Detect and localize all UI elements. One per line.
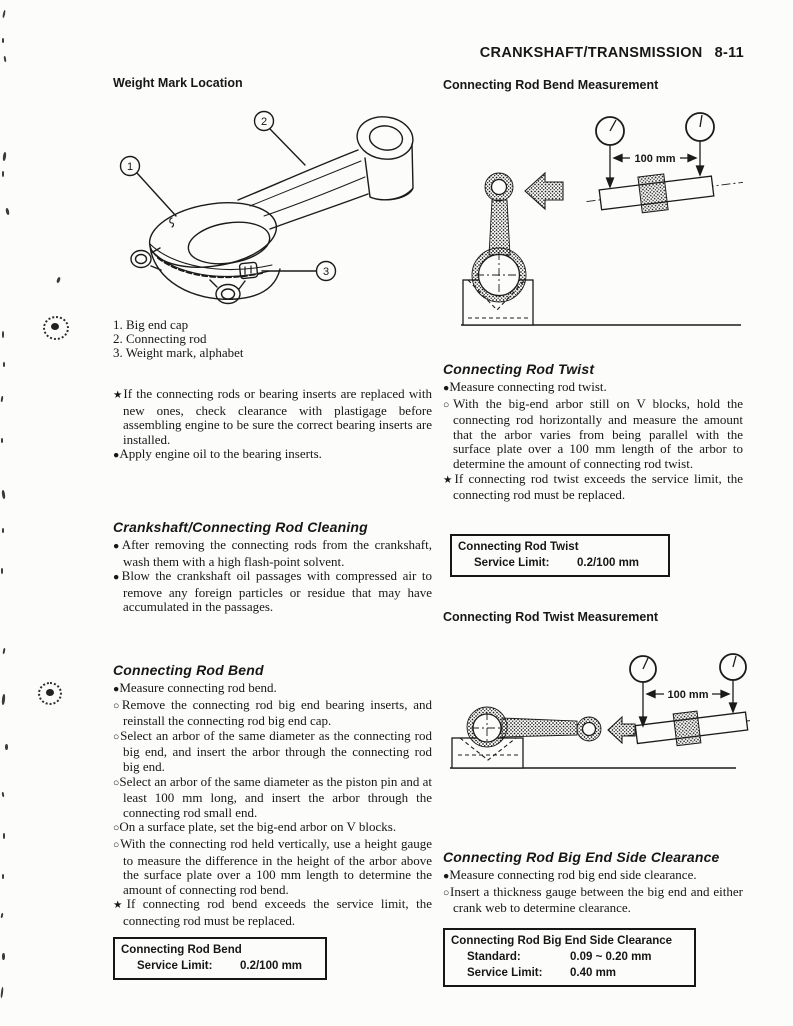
bullet-marker: ● xyxy=(113,450,120,462)
section-heading-side-clearance: Connecting Rod Big End Side Clearance xyxy=(443,849,720,865)
spec-label: Standard: xyxy=(467,951,521,963)
scan-speck xyxy=(1,568,3,574)
note-text: Apply engine oil to the bearing inserts. xyxy=(119,446,322,462)
spec-table-bend xyxy=(113,937,327,980)
page-title: CRANKSHAFT/TRANSMISSION xyxy=(479,45,703,61)
spec-table-twist xyxy=(450,534,670,577)
step-item xyxy=(113,569,432,615)
scan-speck xyxy=(3,362,5,367)
dimension-label: 100 mm xyxy=(634,153,676,165)
scan-speck xyxy=(56,277,61,284)
bullet-marker: ● xyxy=(113,572,122,584)
step-item xyxy=(443,472,743,503)
step-item xyxy=(443,868,743,885)
scan-speck xyxy=(2,953,5,960)
cleaning-block xyxy=(113,538,432,615)
step-text: If connecting rod twist exceeds the service limit, the connecting rod must be replaced. xyxy=(453,470,743,503)
spec-table-row xyxy=(452,555,668,575)
step-item xyxy=(443,397,743,472)
twist-block xyxy=(443,380,743,503)
note-text: If the connecting rods or bearing inserts are replaced with new ones, check clearance with plastigage before assembling engine to be sure the correct bearing inserts are installed. xyxy=(123,386,432,447)
step-item xyxy=(113,820,432,837)
spec-table-title: Connecting Rod Bend xyxy=(121,944,242,956)
scan-scribble-dot xyxy=(51,323,59,330)
note-item xyxy=(113,387,432,447)
figure1-legend xyxy=(113,318,243,359)
step-text: Remove the connecting rod big end bearing inserts, and reinstall the connecting rod big end cap. xyxy=(121,696,432,729)
section-heading-bend: Connecting Rod Bend xyxy=(113,662,264,678)
circle-marker: ○ xyxy=(113,823,120,835)
page-header xyxy=(480,45,744,61)
scan-speck xyxy=(5,744,8,750)
section-heading-cleaning: Crankshaft/Connecting Rod Cleaning xyxy=(113,519,368,535)
bend-block xyxy=(113,681,432,929)
step-item xyxy=(443,380,743,397)
twist-measurement-figure xyxy=(440,638,750,826)
step-item xyxy=(443,885,743,916)
scan-speck xyxy=(2,10,6,18)
legend-item: 1. Big end cap xyxy=(113,317,189,332)
small-end xyxy=(354,113,415,199)
spec-value: 0.2/100 mm xyxy=(577,557,640,569)
step-text: Measure connecting rod big end side clearance. xyxy=(449,867,697,882)
step-text: Measure connecting rod bend. xyxy=(119,680,277,695)
scan-speck xyxy=(1,694,5,705)
arbor xyxy=(584,164,743,219)
scan-speck xyxy=(2,528,4,533)
circle-marker: ○ xyxy=(443,887,451,899)
scan-speck xyxy=(2,38,4,43)
scan-speck xyxy=(1,438,3,443)
circle-marker: ○ xyxy=(443,399,454,411)
step-item xyxy=(113,775,432,821)
spec-table-side-clearance xyxy=(443,928,696,987)
callout-2-leader xyxy=(270,129,305,165)
scan-speck xyxy=(3,56,6,62)
step-text: After removing the connecting rods from the crankshaft, wash them with a high flash-point solvent. xyxy=(121,537,432,569)
spec-table-row xyxy=(445,965,694,985)
scan-speck xyxy=(5,208,10,216)
circle-marker: ○ xyxy=(113,777,120,789)
step-item xyxy=(113,681,432,698)
scan-scribble xyxy=(38,682,62,705)
step-text: With the connecting rod held vertically, use a height gauge to measure the difference in the height of the arbor above the surface plate over a 100 mm length to determine the amount of connecting rod bend. xyxy=(120,835,432,897)
scan-speck xyxy=(3,833,5,839)
step-item xyxy=(113,837,432,897)
spec-table-title: Connecting Rod Twist xyxy=(458,541,579,553)
circle-marker: ○ xyxy=(113,839,121,851)
left-block-arrow-icon xyxy=(525,173,563,209)
scan-scribble xyxy=(43,316,69,340)
scan-speck xyxy=(2,331,4,338)
scan-speck xyxy=(0,913,3,918)
step-text: Insert a thickness gauge between the big end and either crank web to determine clearance. xyxy=(450,883,743,916)
scan-speck xyxy=(1,490,5,499)
step-text: If connecting rod bend exceeds the service limit, the connecting rod must be replaced. xyxy=(123,896,432,928)
scan-speck xyxy=(2,171,4,177)
step-text: Select an arbor of the same diameter as the connecting rod big end, and insert the arbor through the connecting rod big end. xyxy=(120,727,432,774)
step-text: Measure connecting rod twist. xyxy=(449,379,607,394)
step-text: With the big-end arbor still on V blocks, hold the connecting rod horizontally and measure the amount that the arbor varies from being parallel with the surface plate over a 100 mm length of the arbor to determine the amount of connecting rod twist. xyxy=(453,395,743,471)
scan-speck xyxy=(2,152,6,161)
scan-speck xyxy=(2,648,5,654)
step-item xyxy=(113,729,432,775)
dial-gauge-icon xyxy=(720,654,746,712)
step-item xyxy=(113,897,432,928)
spec-label: Service Limit: xyxy=(474,557,550,569)
scan-speck xyxy=(2,792,5,797)
bullet-marker: ● xyxy=(443,871,450,882)
connecting-rod-figure xyxy=(112,98,427,316)
dial-gauge-icon xyxy=(596,117,624,187)
scan-scribble-dot xyxy=(46,689,54,696)
legend-item: 3. Weight mark, alphabet xyxy=(113,344,244,360)
star-marker: ★ xyxy=(443,474,455,486)
spec-value: 0.09 ~ 0.20 mm xyxy=(570,951,652,963)
spec-table-title: Connecting Rod Big End Side Clearance xyxy=(451,935,673,947)
scan-speck xyxy=(0,987,3,998)
bullet-marker: ● xyxy=(113,684,120,695)
figure-caption-twist-measurement: Connecting Rod Twist Measurement xyxy=(443,610,659,624)
note-item xyxy=(113,447,432,464)
figure-caption-weight-mark: Weight Mark Location xyxy=(113,76,243,90)
side-clearance-block xyxy=(443,868,743,916)
callout-2-number: 2 xyxy=(260,116,268,128)
bullet-marker: ● xyxy=(113,541,122,552)
step-item xyxy=(113,698,432,729)
dimension-label: 100 mm xyxy=(667,689,709,701)
callout-1-number: 1 xyxy=(126,161,134,173)
step-text: Select an arbor of the same diameter as the piston pin and at least 100 mm long, and insert the arbor through the connecting rod small end. xyxy=(119,773,433,820)
spec-table-row xyxy=(445,949,694,965)
callout-1-leader xyxy=(137,173,176,216)
star-marker: ★ xyxy=(113,390,124,401)
circle-marker: ○ xyxy=(113,731,121,743)
spec-label: Service Limit: xyxy=(137,960,213,972)
step-text: On a surface plate, set the big-end arbor on V blocks. xyxy=(119,819,397,835)
big-end-bolts xyxy=(131,248,245,304)
spec-label: Service Limit: xyxy=(467,967,543,979)
dial-gauge-icon xyxy=(630,656,656,726)
scan-speck xyxy=(2,874,4,879)
weight-mark-letter xyxy=(170,218,174,227)
circle-marker: ○ xyxy=(113,700,122,712)
spec-value: 0.40 mm xyxy=(570,967,617,979)
spec-value: 0.2/100 mm xyxy=(240,960,303,972)
legend-item: 2. Connecting rod xyxy=(113,330,207,346)
step-item xyxy=(113,538,432,569)
section-heading-twist: Connecting Rod Twist xyxy=(443,361,595,377)
callout-3-number: 3 xyxy=(322,266,330,278)
figure-caption-bend-measurement: Connecting Rod Bend Measurement xyxy=(443,78,659,92)
spec-table-row xyxy=(115,958,325,978)
rod-shank xyxy=(238,150,368,229)
scan-speck xyxy=(1,396,4,402)
connecting-rod-vertical xyxy=(472,173,526,302)
left-block-arrow-icon xyxy=(608,717,635,743)
bend-measurement-figure xyxy=(443,103,743,331)
notes-block xyxy=(113,387,432,464)
step-text: Blow the crankshaft oil passages with compressed air to remove any foreign particles or residue that may have accumulated in the passages. xyxy=(121,568,432,615)
bullet-marker: ● xyxy=(443,383,450,394)
page-number: 8-11 xyxy=(714,45,744,61)
dial-gauge-icon xyxy=(686,113,714,175)
connecting-rod-horizontal xyxy=(467,707,601,747)
star-marker: ★ xyxy=(113,900,127,912)
